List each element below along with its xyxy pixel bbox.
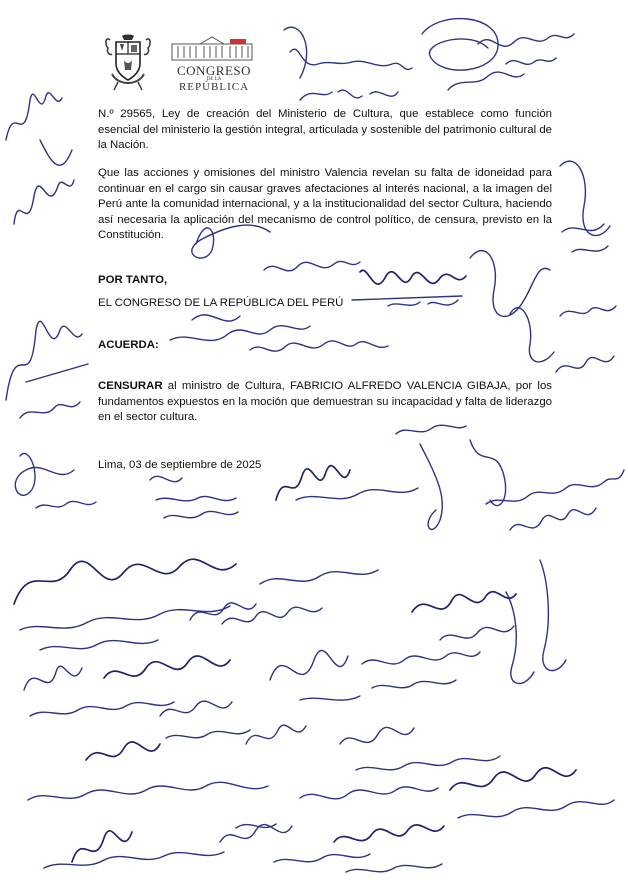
letterhead [104,34,264,94]
signature-left-top [6,93,74,224]
congreso-logo [164,36,264,92]
acuerda-heading: ACUERDA: [98,339,159,351]
signature-row-bottom-2 [28,768,614,818]
logo-sub: DE LA [206,77,222,82]
coat-of-arms-icon [104,34,152,92]
signature-top-center [284,27,412,100]
signature-top-right [422,19,574,90]
signature-row-bottom-1 [86,701,500,770]
signature-lower-right [486,470,624,683]
signature-acuerda [170,315,388,351]
logo-name-2: REPÚBLICA [178,81,250,93]
paragraph-reasons: Que las acciones y omisiones del ministro Valencia revelan su falta de idoneidad para continuar en el cargo sin causar graves afectaciones al interés nacional, a la imagen del Perú ante la comunidad internacional, y a la institucionalidad del sector Cultura, haciendo así necesaria la aplicación del mecanismo de control político, de censura, previsto en la Constitución. [98,167,552,241]
por-tanto-heading: POR TANTO, [98,274,168,286]
congress-building-icon [170,36,254,62]
signature-wide-left [14,559,256,650]
paragraph-law: N.º 29565, Ley de creación del Ministerio de Cultura, que establece como función esencial del ministerio la gestión integral, articulada y sostenible del patrimonio cultural de la Nación. [98,108,552,151]
censurar-keyword: CENSURAR [98,380,163,392]
signature-lower-center [276,425,506,529]
congreso-line: EL CONGRESO DE LA REPÚBLICA DEL PERÚ [98,297,344,309]
censure-text: al ministro de Cultura, FABRICIO ALFREDO VALENCIA GIBAJA, por los fundamentos expuestos en la moción que demuestran su incapacidad y falta de liderazgo en el sector cultura. [98,380,552,423]
signature-left-mid [6,321,88,418]
signature-row-lower [24,651,480,716]
date-line: Lima, 03 de septiembre de 2025 [98,459,262,471]
signature-right-mid [560,161,610,252]
logo-name: CONGRESO [176,63,252,78]
signature-row-bottom-3 [44,824,444,872]
signature-wide-center [222,570,516,640]
paragraph-censure [98,379,552,426]
signature-right-center [470,251,616,372]
